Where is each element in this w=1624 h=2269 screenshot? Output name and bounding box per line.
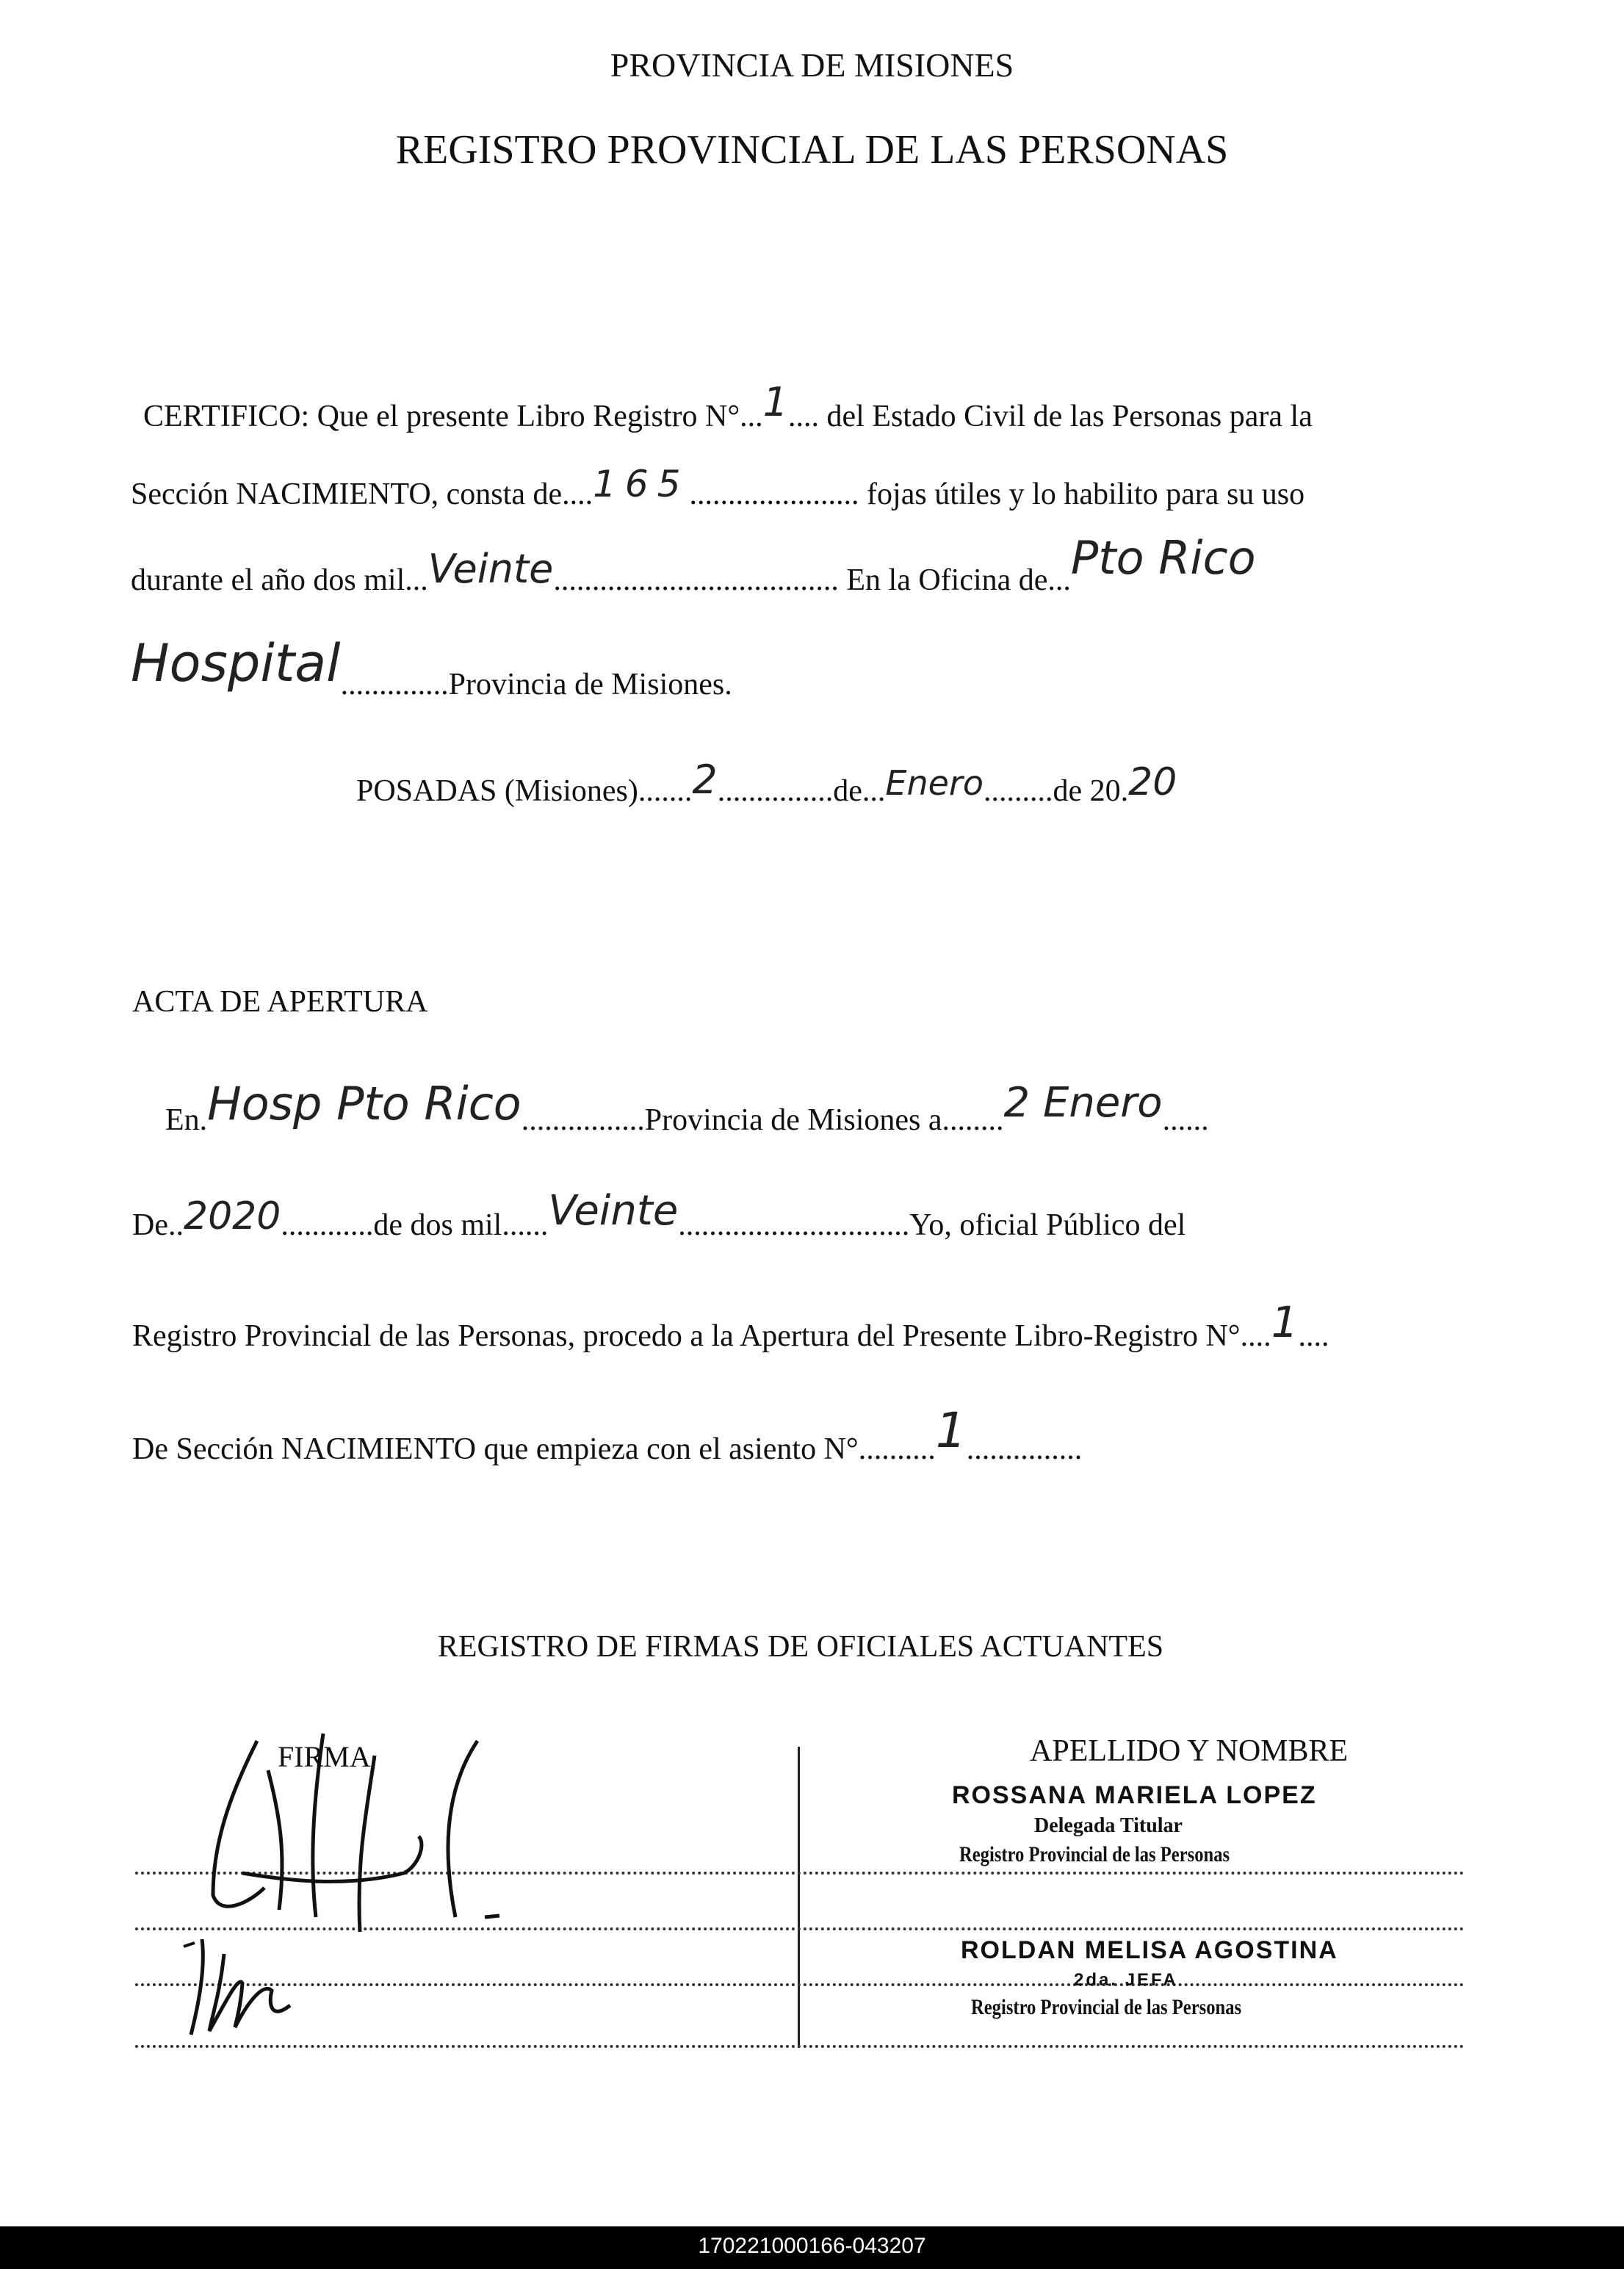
libro-number-handwritten: 1 xyxy=(762,379,788,425)
date-year-handwritten: 20 xyxy=(1128,760,1177,804)
certificate-line3-mid: ..................................... En la Oficina de... xyxy=(553,563,1071,597)
signature-1-drawing xyxy=(198,1726,536,1947)
certificate-line-1 xyxy=(143,379,1313,436)
acta-en-end: ...... xyxy=(1162,1103,1209,1137)
hospital-handwritten: Hospital xyxy=(131,633,341,693)
province-title: PROVINCIA DE MISIONES xyxy=(610,46,1014,84)
acta-en-date-handwritten: 2 Enero xyxy=(1003,1079,1163,1127)
acta-de-label: De.. xyxy=(132,1208,184,1242)
date-de2: .........de 20. xyxy=(983,774,1129,808)
certificate-line2-suffix: ...................... fojas útiles y lo habilito para su uso xyxy=(689,477,1305,511)
acta-seccion-end: ............... xyxy=(966,1432,1083,1466)
column-divider xyxy=(798,1747,800,2048)
year-words-handwritten: Veinte xyxy=(427,546,554,592)
certificate-date-line xyxy=(356,757,1177,810)
stamp-1-org: Registro Provincial de las Personas xyxy=(959,1842,1230,1866)
acta-de-end: ..............................Yo, oficial Público del xyxy=(678,1208,1186,1242)
certificate-line-4 xyxy=(131,633,732,707)
acta-de-mid: ............de dos mil...... xyxy=(281,1208,549,1242)
date-prefix: POSADAS (Misiones)....... xyxy=(356,774,693,808)
date-day-handwritten: 2 xyxy=(692,757,718,803)
acta-en-place-handwritten: Hosp Pto Rico xyxy=(207,1077,522,1130)
acta-de-words-handwritten: Veinte xyxy=(548,1187,679,1235)
acta-en-label: En. xyxy=(165,1103,208,1137)
acta-de-year-handwritten: 2020 xyxy=(183,1194,281,1238)
signature-2-drawing xyxy=(169,1917,316,2042)
acta-en-mid: ................Provincia de Misiones a........ xyxy=(521,1103,1004,1137)
stamp-2-name: ROLDAN MELISA AGOSTINA xyxy=(961,1936,1338,1964)
fojas-handwritten: 165 xyxy=(593,463,690,505)
column-firma-label: FIRMA xyxy=(278,1740,371,1773)
certificate-line-2 xyxy=(131,463,1305,513)
registry-title: REGISTRO PROVINCIAL DE LAS PERSONAS xyxy=(395,127,1229,173)
oficina-handwritten: Pto Rico xyxy=(1070,531,1256,585)
stamp-2-org: Registro Provincial de las Personas xyxy=(971,1995,1242,2019)
signature-row-line-3 xyxy=(135,1983,1465,1986)
acta-line-registro xyxy=(132,1297,1329,1356)
signatures-title: REGISTRO DE FIRMAS DE OFICIALES ACTUANTES xyxy=(437,1630,1164,1664)
certificate-line3-prefix: durante el año dos mil... xyxy=(131,563,428,597)
acta-registro-end: .... xyxy=(1298,1319,1329,1353)
date-de1: ...............de... xyxy=(717,774,886,808)
certificate-line-3 xyxy=(131,531,1256,601)
signature-row-line-4 xyxy=(135,2045,1465,2048)
acta-asiento-num-handwritten: 1 xyxy=(935,1402,967,1459)
certificate-line1-suffix: .... del Estado Civil de las Personas para la xyxy=(788,400,1313,433)
certificate-line1-prefix: CERTIFICO: Que el presente Libro Registro N°... xyxy=(143,400,763,433)
footer-code: 170221000166-043207 xyxy=(698,2234,926,2258)
stamp-1-role: Delegada Titular xyxy=(1034,1814,1183,1837)
column-nombre-label: APELLIDO Y NOMBRE xyxy=(1030,1734,1349,1768)
acta-line-seccion xyxy=(132,1402,1083,1471)
footer-bar xyxy=(0,2226,1624,2269)
acta-line-de xyxy=(132,1187,1186,1245)
acta-registro-num-handwritten: 1 xyxy=(1271,1297,1299,1347)
certificate-line2-prefix: Sección NACIMIENTO, consta de.... xyxy=(131,477,593,511)
certificate-line4-suffix: ..............Provincia de Misiones. xyxy=(340,668,732,701)
stamp-1-name: ROSSANA MARIELA LOPEZ xyxy=(952,1781,1317,1809)
acta-seccion-text: De Sección NACIMIENTO que empieza con el asiento N°.......... xyxy=(132,1432,936,1466)
date-month-handwritten: Enero xyxy=(885,763,984,803)
acta-registro-text: Registro Provincial de las Personas, procedo a la Apertura del Presente Libro-Registro N°.... xyxy=(132,1319,1271,1353)
acta-line-en xyxy=(165,1077,1209,1141)
acta-title: ACTA DE APERTURA xyxy=(132,985,428,1019)
stamp-2-role: 2da. JEFA xyxy=(1074,1970,1178,1990)
